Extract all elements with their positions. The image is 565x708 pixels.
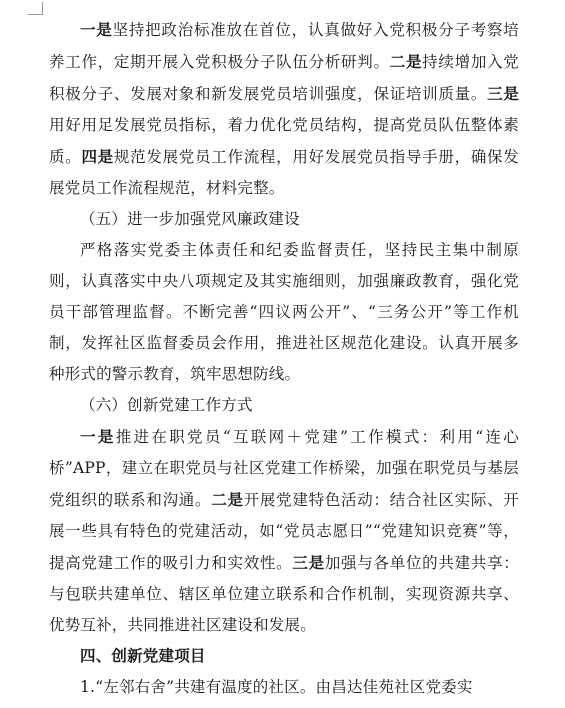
item-text-second: 持续增加入党积极分子、发展对象和新发展党员培训强度，保证培训质量。 (49, 53, 519, 103)
item-label-fourth: 四是 (81, 147, 114, 166)
item-text-third: 用好用足发展党员指标，着力优化党员结构，提高党员队伍整体素质。 (49, 116, 519, 166)
item-label-third: 三是 (487, 84, 520, 103)
document-body (49, 14, 519, 703)
page-corner-mark (28, 2, 43, 15)
section-heading-5: （五）进一步加强党风廉政建设 (80, 210, 300, 228)
paragraph-project-1: 1.“左邻右舍”共建有温度的社区。由昌达佳苑社区党委实 (80, 678, 473, 696)
item-label-third: 三是 (292, 553, 325, 572)
paragraph-integrity: 严格落实党委主体责任和纪委监督责任，坚持民主集中制原则，认真落实中央八项规定及其实施细则，加强廉政教育，强化党员干部管理监督。不断完善“四议两公开”、“三务公开”等工作机制，发挥社区监督委员会作用，推进社区规范化建设。认真开展多种形式的警示教育，筑牢思想防线。 (49, 241, 519, 383)
chapter-heading-4: 四、创新党建项目 (80, 647, 206, 665)
item-text-fourth: 规范发展党员工作流程，用好发展党员指导手册，确保发展党员工作流程规范，材料完整。 (49, 148, 519, 197)
section-heading-6: （六）创新党建工作方式 (80, 396, 253, 414)
item-text-first: 推进在职党员“互联网＋党建”工作模式：利用“连心桥”APP，建立在职党员与社区党建工作桥梁，加强在职党员与基层党组织的联系和沟通。 (49, 428, 519, 509)
paragraph-party-member-development (49, 14, 519, 204)
item-label-first: 一是 (80, 20, 113, 39)
item-text-first: 坚持把政治标准放在首位，认真做好入党积极分子考察培养工作，定期开展入党积极分子队伍分析研判。 (49, 21, 519, 71)
item-text-second: 开展党建特色活动：结合社区实际、开展一些具有特色的党建活动，如“党员志愿日”“党建知识竞赛”等，提高党建工作的吸引力和实效性。 (49, 491, 519, 572)
item-text-third: 加强与各单位的共建共享：与包联共建单位、辖区单位建立联系和合作机制，实现资源共享、优势互补，共同推进社区建设和发展。 (49, 554, 519, 634)
paragraph-innovation (49, 421, 519, 641)
item-label-second: 二是 (389, 52, 423, 71)
item-label-second: 二是 (211, 490, 244, 509)
item-label-first: 一是 (80, 427, 116, 446)
